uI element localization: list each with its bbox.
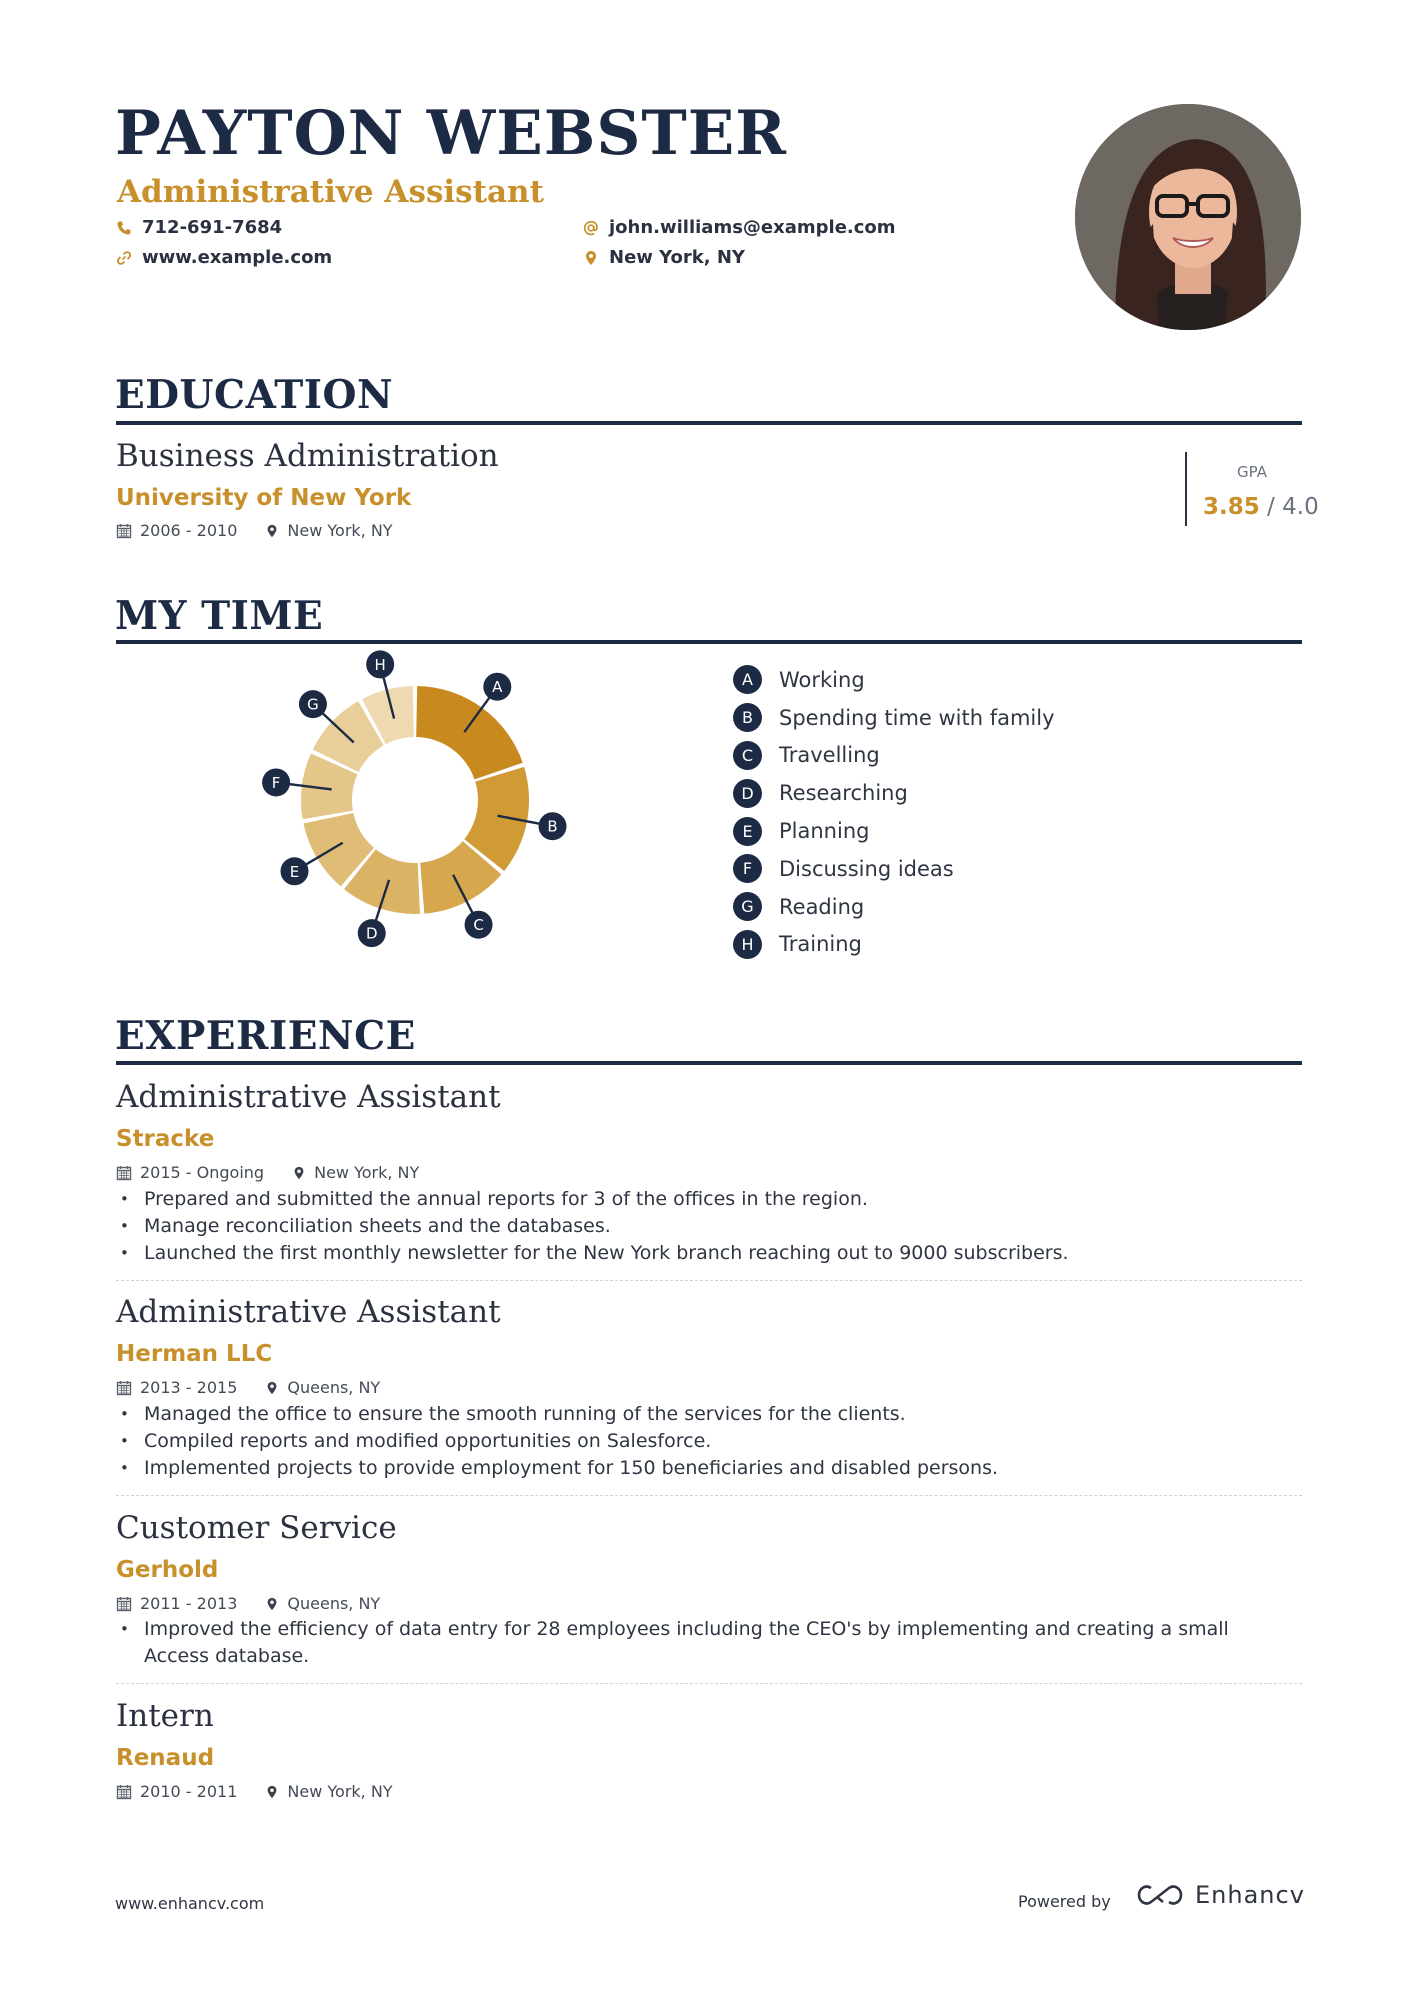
location-text: New York, NY — [609, 247, 745, 268]
time-donut-chart — [260, 650, 580, 950]
job-separator — [116, 1495, 1302, 1496]
location-pin-icon — [265, 523, 279, 539]
calendar-icon — [116, 523, 132, 539]
company-name: Gerhold — [116, 1557, 219, 1583]
legend-label: Spending time with family — [779, 705, 1055, 730]
candidate-name: PAYTON WEBSTER — [115, 98, 787, 169]
job-location: Queens, NY — [287, 1378, 381, 1397]
legend-item — [733, 699, 1055, 737]
legend-label: Discussing ideas — [779, 856, 954, 881]
job-dates: 2010 - 2011 — [140, 1782, 238, 1801]
experience-heading: EXPERIENCE — [115, 1013, 416, 1059]
job-location: New York, NY — [287, 1782, 393, 1801]
education-divider — [116, 421, 1302, 425]
bullet-item: • Compiled reports and modified opportunities on Salesforce. — [116, 1428, 1302, 1455]
my-time-heading: MY TIME — [115, 593, 324, 639]
location-pin-icon — [265, 1380, 279, 1396]
location-pin-icon — [292, 1165, 306, 1181]
slice-marker-label: G — [307, 695, 319, 714]
bullet-item: • Implemented projects to provide employment for 150 beneficiaries and disabled persons. — [116, 1455, 1302, 1482]
contact-location — [583, 247, 745, 268]
calendar-icon — [116, 1784, 132, 1800]
bullet-item: • Manage reconciliation sheets and the databases. — [116, 1213, 1302, 1240]
legend-label: Reading — [779, 894, 865, 919]
gpa-score: 3.85 — [1203, 494, 1260, 520]
footer-powered-by: Powered by — [1018, 1892, 1111, 1911]
legend-marker: E — [733, 817, 762, 846]
bullet-item: • Launched the first monthly newsletter for the New York branch reaching out to 9000 subscribers. — [116, 1240, 1302, 1267]
education-location: New York, NY — [287, 521, 393, 540]
job-meta — [116, 1782, 393, 1801]
job-location: Queens, NY — [287, 1594, 381, 1613]
school-name: University of New York — [116, 485, 412, 511]
legend-label: Researching — [779, 781, 908, 806]
legend-label: Working — [779, 667, 865, 692]
gpa-label: GPA — [1237, 463, 1267, 481]
location-pin-icon — [583, 249, 599, 267]
donut-slice — [416, 686, 523, 779]
job-title: Administrative Assistant — [116, 1294, 501, 1330]
at-icon — [583, 219, 599, 237]
slice-marker-label: A — [492, 678, 503, 697]
legend-item — [733, 774, 1055, 812]
job-title: Administrative Assistant — [116, 1079, 501, 1115]
bullet-item: • Prepared and submitted the annual reports for 3 of the offices in the region. — [116, 1186, 1302, 1213]
job-location: New York, NY — [314, 1163, 420, 1182]
gpa-divider — [1185, 452, 1187, 526]
legend-marker: H — [733, 930, 762, 959]
legend-marker: B — [733, 703, 762, 732]
phone-icon — [116, 219, 132, 237]
contact-website[interactable] — [116, 247, 332, 268]
job-bullets — [116, 1616, 1276, 1670]
legend-item — [733, 850, 1055, 888]
slice-marker-label: D — [365, 924, 378, 943]
slice-marker-label: B — [547, 817, 558, 836]
legend-label: Travelling — [779, 743, 880, 768]
candidate-role: Administrative Assistant — [117, 174, 544, 210]
legend-marker: D — [733, 779, 762, 808]
gpa-scale: / 4.0 — [1259, 494, 1319, 520]
calendar-icon — [116, 1380, 132, 1396]
slice-marker-label: E — [289, 862, 300, 881]
legend-item — [733, 737, 1055, 775]
job-bullets — [116, 1401, 1302, 1482]
contact-email[interactable] — [583, 217, 896, 238]
legend-item — [733, 926, 1055, 964]
job-dates: 2011 - 2013 — [140, 1594, 238, 1613]
experience-divider — [116, 1061, 1302, 1065]
legend-marker: F — [733, 854, 762, 883]
profile-photo — [1075, 104, 1301, 330]
contact-phone — [116, 217, 282, 238]
job-dates: 2015 - Ongoing — [140, 1163, 265, 1182]
job-dates: 2013 - 2015 — [140, 1378, 238, 1397]
legend-item — [733, 661, 1055, 699]
legend-item — [733, 888, 1055, 926]
legend-marker: G — [733, 892, 762, 921]
gpa-value — [1203, 494, 1319, 520]
education-meta — [116, 521, 393, 540]
footer-website[interactable]: www.enhancv.com — [115, 1894, 265, 1913]
company-name: Stracke — [116, 1126, 215, 1152]
legend-marker: A — [733, 665, 762, 694]
company-name: Herman LLC — [116, 1341, 273, 1367]
job-title: Customer Service — [116, 1510, 397, 1546]
bullet-item: • Improved the efficiency of data entry for 28 employees including the CEO's by implementing and creating a small Access database. — [116, 1616, 1276, 1670]
job-title: Intern — [116, 1698, 214, 1734]
enhancv-logo-icon — [1137, 1883, 1183, 1907]
slice-marker-label: H — [374, 655, 386, 674]
my-time-divider — [116, 640, 1302, 644]
legend-item — [733, 812, 1055, 850]
location-pin-icon — [265, 1596, 279, 1612]
brand-name: Enhancv — [1195, 1881, 1305, 1909]
footer-brand[interactable] — [1137, 1881, 1305, 1909]
job-separator — [116, 1683, 1302, 1684]
legend-label: Training — [779, 932, 862, 957]
legend-label: Planning — [779, 819, 870, 844]
education-dates: 2006 - 2010 — [140, 521, 238, 540]
job-meta — [116, 1378, 380, 1397]
website-text: www.example.com — [142, 247, 333, 268]
company-name: Renaud — [116, 1745, 215, 1771]
job-bullets — [116, 1186, 1302, 1267]
portrait-illustration — [1075, 104, 1301, 330]
bullet-item: • Managed the office to ensure the smooth running of the services for the clients. — [116, 1401, 1302, 1428]
job-separator — [116, 1280, 1302, 1281]
location-pin-icon — [265, 1784, 279, 1800]
link-icon — [116, 249, 132, 267]
email-text: john.williams@example.com — [609, 217, 896, 238]
slice-marker-label: C — [473, 916, 484, 935]
slice-marker-label: F — [271, 773, 281, 792]
time-legend — [733, 661, 1055, 963]
calendar-icon — [116, 1165, 132, 1181]
degree-title: Business Administration — [116, 438, 499, 474]
calendar-icon — [116, 1596, 132, 1612]
legend-marker: C — [733, 741, 762, 770]
job-meta — [116, 1594, 380, 1613]
phone-text: 712-691-7684 — [142, 217, 283, 238]
job-meta — [116, 1163, 419, 1182]
education-heading: EDUCATION — [115, 372, 394, 418]
